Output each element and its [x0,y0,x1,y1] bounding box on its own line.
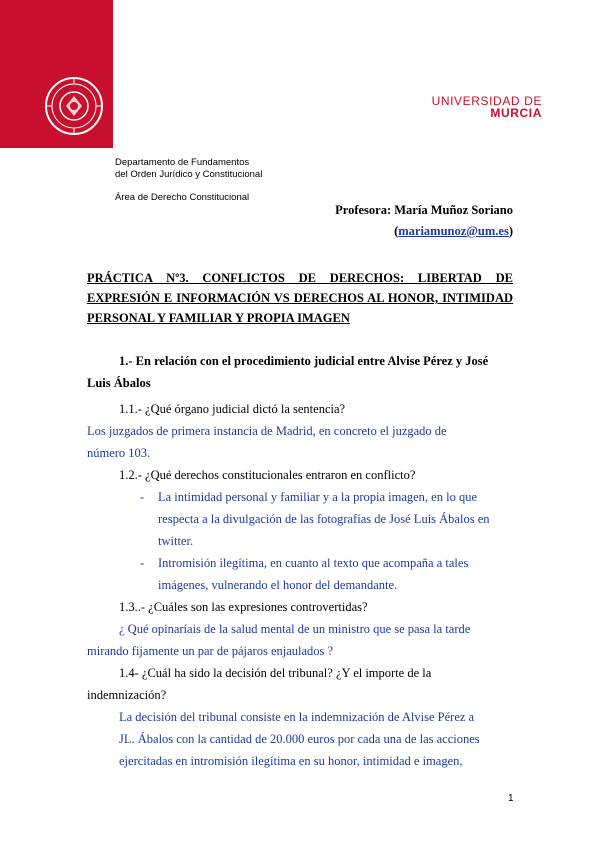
brand-red-block [0,0,113,148]
answer-line1: La decisión del tribunal consiste en la indemnización de Alvise Pérez a [119,710,475,724]
answer-line2: mirando fijamente un par de pájaros enjaulados ? [87,644,334,658]
practice-title: PRÁCTICA Nº3. CONFLICTOS DE DERECHOS: LIBERTAD DE EXPRESIÓN E INFORMACIÓN VS DERECHOS AL HONOR, INTIMIDAD PERSONAL Y FAMILIAR Y PROPIA IMAGEN [87,271,513,325]
answer-line3: ejercitadas en intromisión ilegítima en su honor, intimidad e imagen, [119,754,463,768]
page-number: 1 [508,793,514,804]
professor-name: Profesora: María Muñoz Soriano [335,203,513,217]
university-seal-icon [44,76,104,136]
question-1-1 [87,398,513,420]
department-line2: del Orden Jurídico y Constitucional [115,169,263,180]
university-name-line1: UNIVERSIDAD DE [431,94,542,108]
answer-line2: JL. Ábalos con la cantidad de 20.000 euros por cada una de las acciones [119,732,480,746]
answer-1-2-bullet-2: Intromisión ilegítima, en cuanto al texto que acompaña a tales imágenes, vulnerando el honor del demandante. [158,556,469,592]
question-text: 1.3..- ¿Cuáles son las expresiones controvertidas? [119,600,368,614]
question-text: 1.2.- ¿Qué derechos constitucionales entraron en conflicto? [119,468,416,482]
section-heading-line1: 1.- En relación con el procedimiento judicial entre Alvise Pérez y José [119,354,489,368]
department-block [115,157,262,181]
university-logo-text [432,95,542,119]
section-heading [87,350,513,394]
area-label: Área de Derecho Constitucional [115,192,250,203]
university-name-line2: MURCIA [490,106,542,120]
question-line2: indemnización? [87,688,167,702]
email-link[interactable]: mariamunoz@um.es [398,224,509,238]
question-line1: 1.4- ¿Cuál ha sido la decisión del tribunal? ¿Y el importe de la [119,666,432,680]
answer-line1: Los juzgados de primera instancia de Madrid, en concreto el juzgado de [87,424,447,438]
professor-email [394,224,513,239]
question-1-4 [87,662,513,706]
answer-1-1 [87,420,513,464]
email-paren-close: ) [508,224,513,238]
answer-line1: ¿ Qué opinaríais de la salud mental de un ministro que se pasa la tarde [119,622,471,636]
bullet-dash: - [140,490,145,504]
section-heading-line2: Luis Ábalos [87,376,151,390]
answer-1-2-bullet-1: La intimidad personal y familiar y a la propia imagen, en lo que respecta a la divulgación de las fotografías de José Luis Ábalos en twitter. [158,490,490,548]
answer-1-4 [87,706,513,772]
answer-line2: número 103. [87,446,151,460]
question-1-2 [87,464,513,486]
email-paren-open: ( [394,224,399,238]
bullet-dash: - [140,556,145,570]
question-text: 1.1.- ¿Qué órgano judicial dictó la sentencia? [119,402,346,416]
answer-1-3 [87,618,513,662]
header-banner [0,0,600,148]
question-1-3 [87,596,513,618]
department-line1: Departamento de Fundamentos [115,157,250,168]
